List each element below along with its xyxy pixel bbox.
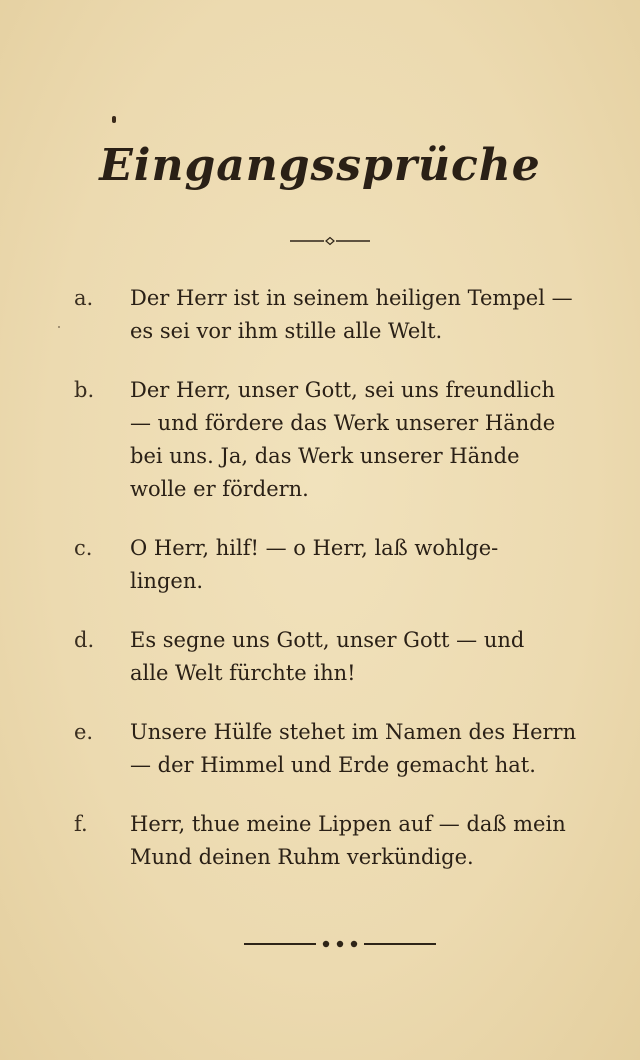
verse-line: Der Herr ist in seinem heiligen Tempel — <box>130 286 573 310</box>
verse-line: bei uns. Ja, das Werk unserer Hände <box>130 444 520 468</box>
verse-d <box>74 624 594 690</box>
verse-line: wolle er fördern. <box>130 477 309 501</box>
verse-list <box>74 282 594 900</box>
verse-letter: f. <box>74 812 88 836</box>
verse-a <box>74 282 594 348</box>
ornament-end-icon <box>244 936 436 952</box>
verse-line: Der Herr, unser Gott, sei uns freundlich <box>130 378 556 402</box>
verse-line: — der Himmel und Erde gemacht hat. <box>130 753 536 777</box>
verse-text <box>130 532 594 598</box>
ornament-divider-icon <box>290 234 370 248</box>
verse-f <box>74 808 594 874</box>
page-title: Eingangssprüche <box>99 140 541 191</box>
verse-line: lingen. <box>130 569 204 593</box>
verse-letter: a. <box>74 286 94 310</box>
verse-text <box>130 282 594 348</box>
verse-text <box>130 624 594 690</box>
ink-speck <box>112 116 116 123</box>
verse-line: alle Welt fürchte ihn! <box>130 661 356 685</box>
verse-letter: c. <box>74 536 93 560</box>
verse-line: Unsere Hülfe stehet im Namen des Herrn <box>130 720 577 744</box>
ink-speck-small <box>58 326 60 328</box>
verse-text <box>130 716 594 782</box>
verse-letter: e. <box>74 720 94 744</box>
verse-line: O Herr, hilf! — o Herr, laß wohlge- <box>130 536 499 560</box>
verse-text <box>130 808 594 874</box>
verse-line: es sei vor ihm stille alle Welt. <box>130 319 443 343</box>
verse-line: Herr, thue meine Lippen auf — daß mein <box>130 812 566 836</box>
verse-text <box>130 374 594 506</box>
verse-letter: d. <box>74 628 95 652</box>
verse-line: Es segne uns Gott, unser Gott — und <box>130 628 525 652</box>
verse-c <box>74 532 594 598</box>
verse-line: — und fördere das Werk unserer Hände <box>130 411 556 435</box>
verse-letter: b. <box>74 378 95 402</box>
verse-line: Mund deinen Ruhm verkündige. <box>130 845 474 869</box>
verse-b <box>74 374 594 506</box>
verse-e <box>74 716 594 782</box>
